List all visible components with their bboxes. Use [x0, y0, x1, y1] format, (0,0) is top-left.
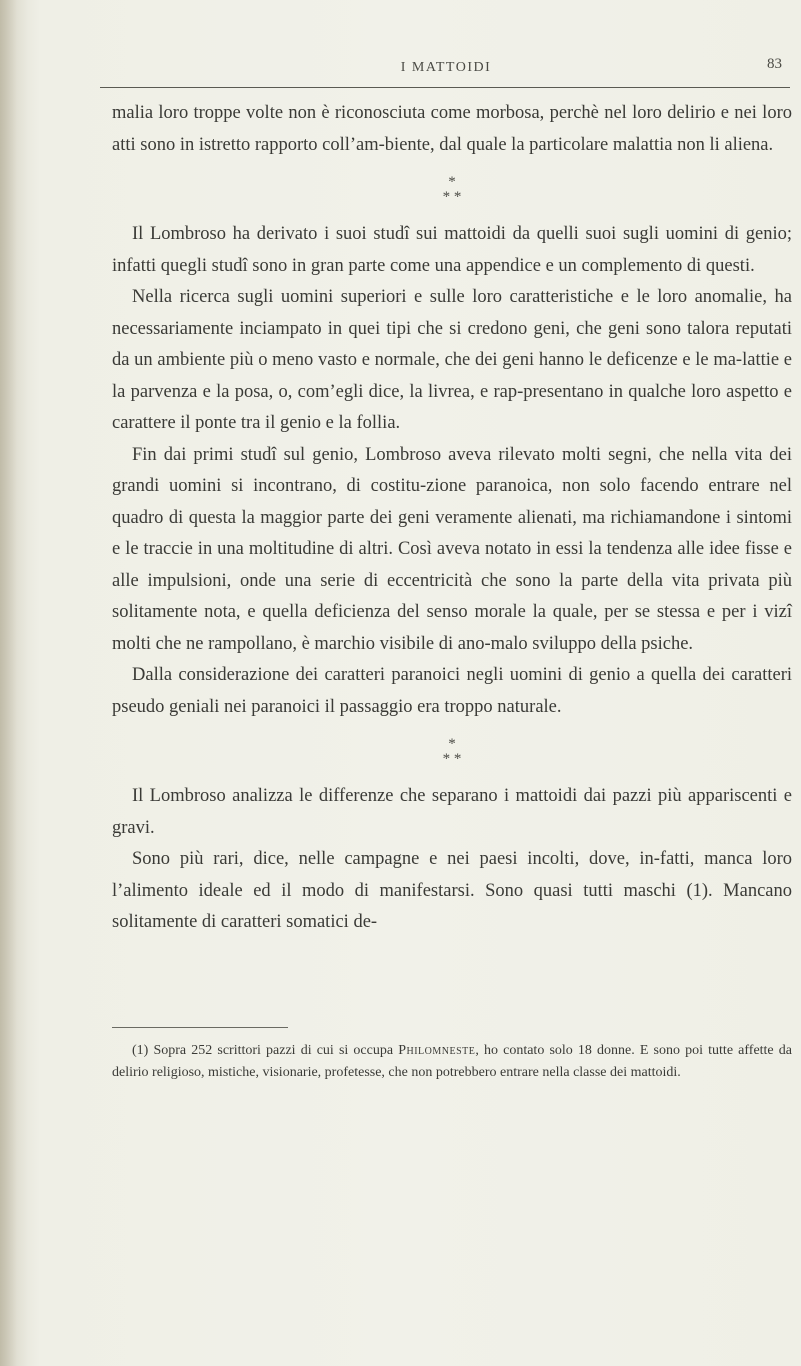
footnote-text-after: , ho contato solo 18 donne. E sono poi tutte affette da delirio religioso, mistiche, visionarie, profetesse, che non potrebbero entrare nella classe dei mattoidi. [112, 1043, 792, 1080]
asterism-bottom: * * [442, 751, 462, 767]
paragraph-1: malia loro troppe volte non è riconosciuta come morbosa, perchè nel loro delirio e nei loro atti sono in istretto rapporto coll’am-biente, dal quale la particolare malattia non li aliena. [112, 103, 792, 155]
asterism-bottom: * * [442, 189, 462, 205]
page-number: 83 [767, 56, 782, 72]
paragraph-7: Sono più rari, dice, nelle campagne e nei paesi incolti, dove, in-fatti, manca loro l’alimento ideale ed il modo di manifestarsi. Sono quasi tutti maschi (1). Mancano solitamente di caratteri somatici de- [112, 849, 792, 932]
paragraph-6: Il Lombroso analizza le differenze che separano i mattoidi dai pazzi più appariscenti e gravi. [112, 786, 792, 838]
page-gutter-shadow [0, 0, 28, 1366]
page-body [112, 98, 792, 939]
footnote-rule [112, 1027, 288, 1028]
paragraph-4: Fin dai primi studî sul genio, Lombroso aveva rilevato molti segni, che nella vita dei grandi uomini si incontrano, di costitu-zione paranoica, non solo facendo entrare nel quadro di questa la maggior parte dei geni veramente alienati, ma richiamandone i sintomi e le traccie in una moltitudine di altri. Così aveva notato in essi la tendenza alle idee fisse e alle impulsioni, onde una serie di eccentricità che sono la parte della vita privata più solitamente nota, e quella deficienza del senso morale la quale, per se stessa e per i vizî molti che ne rampollano, è marchio visibile di ano-malo sviluppo della psiche. [112, 444, 792, 654]
paragraph-2: Il Lombroso ha derivato i suoi studî sui mattoidi da quelli suoi sugli uomini di genio; infatti quegli studî sono in gran parte come una appendice e un complemento di questi. [112, 224, 792, 276]
footnote-text-before: (1) Sopra 252 scrittori pazzi di cui si occupa [132, 1043, 399, 1058]
asterism-top: * [448, 174, 456, 190]
paragraph-3: Nella ricerca sugli uomini superiori e sulle loro caratteristiche e le loro anomalie, ha necessariamente inciampato in quei tipi che si credono geni, che geni sono talora reputati da un ambiente più o meno vasto e normale, che dei geni hanno le deficenze e le ma-lattie e la parvenza e la posa, o, com’egli dice, la livrea, e rap-presentano in qualche loro aspetto e carattere il ponte tra il genio e la follia. [112, 287, 792, 433]
section-asterism-2 [112, 737, 792, 767]
section-asterism-1 [112, 175, 792, 205]
asterism-top: * [448, 736, 456, 752]
paragraph-5: Dalla considerazione dei caratteri paranoici negli uomini di genio a quella dei caratteri pseudo geniali nei paranoici il passaggio era troppo naturale. [112, 665, 792, 717]
page-header [100, 56, 792, 90]
footnote-text [112, 1040, 792, 1084]
footnote-author: Philomneste [398, 1043, 476, 1058]
footnote [112, 1040, 792, 1084]
running-title: I MATTOIDI [400, 60, 492, 75]
header-rule [100, 87, 790, 88]
